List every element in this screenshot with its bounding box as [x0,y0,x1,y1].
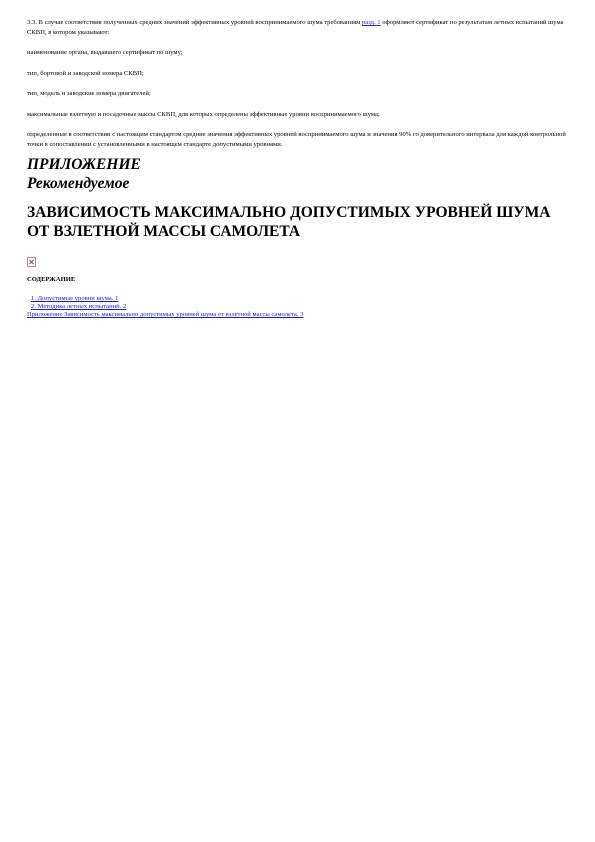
toc-heading: СОДЕРЖАНИЕ [27,276,76,283]
document-page [27,18,567,320]
section-1-link[interactable]: разд. 1 [361,19,381,26]
table-of-contents [27,295,567,320]
annex-title-line-1: ЗАВИСИМОСТЬ МАКСИМАЛЬНО ДОПУСТИМЫХ УРОВНЕЙ ШУМА [27,204,551,221]
annex-status: Рекомендуемое [27,175,130,192]
certificate-item-levels: определенные в соответствии с настоящим стандартом средние значения эффективных уровней воспринимаемого шума и значения 90% го доверительного интервала для каждой контрольной точки в сопоставлении с установленными в настоящем стандарте допустимыми уровнями. [27,131,566,148]
certificate-item-aircraft: тип, бортовой и заводской номера СКВП; [27,69,144,77]
paragraph-3-3 [27,18,567,37]
broken-image-icon [27,257,36,267]
paragraph-3-3-text: 3.3. В случае соответствия полученных средних значений эффективных уровней воспринимаемого шума требованиям [27,19,362,26]
toc-link-section-2[interactable]: 2. Методика летных испытаний. 2 [31,303,127,311]
annex-title-line-2: ОТ ВЗЛЕТНОЙ МАССЫ САМОЛЕТА [27,223,301,240]
toc-link-section-1[interactable]: 1. Допустимые уровни шума. 1 [31,295,119,302]
annex-heading: ПРИЛОЖЕНИЕ [27,156,141,173]
annex-title [27,203,567,241]
certificate-item-masses: максимальные взлетную и посадочные массы СКВП, для которых определены эффективные уровни воспринимаемого шума; [27,110,380,118]
paragraph-3-3-text-end: оформляют сертификат по результатам летных испытаний шума СКВП, в котором указывают: [27,19,564,36]
toc-link-annex[interactable]: Приложение Зависимость максимально допустимых уровней шума от взлетной массы самолета. 3 [27,311,304,319]
certificate-item-engines: тип, модель и заводские номера двигателей; [27,90,151,97]
certificate-item-authority: наименование органа, выдавшего сертификат по шуму; [27,49,183,56]
